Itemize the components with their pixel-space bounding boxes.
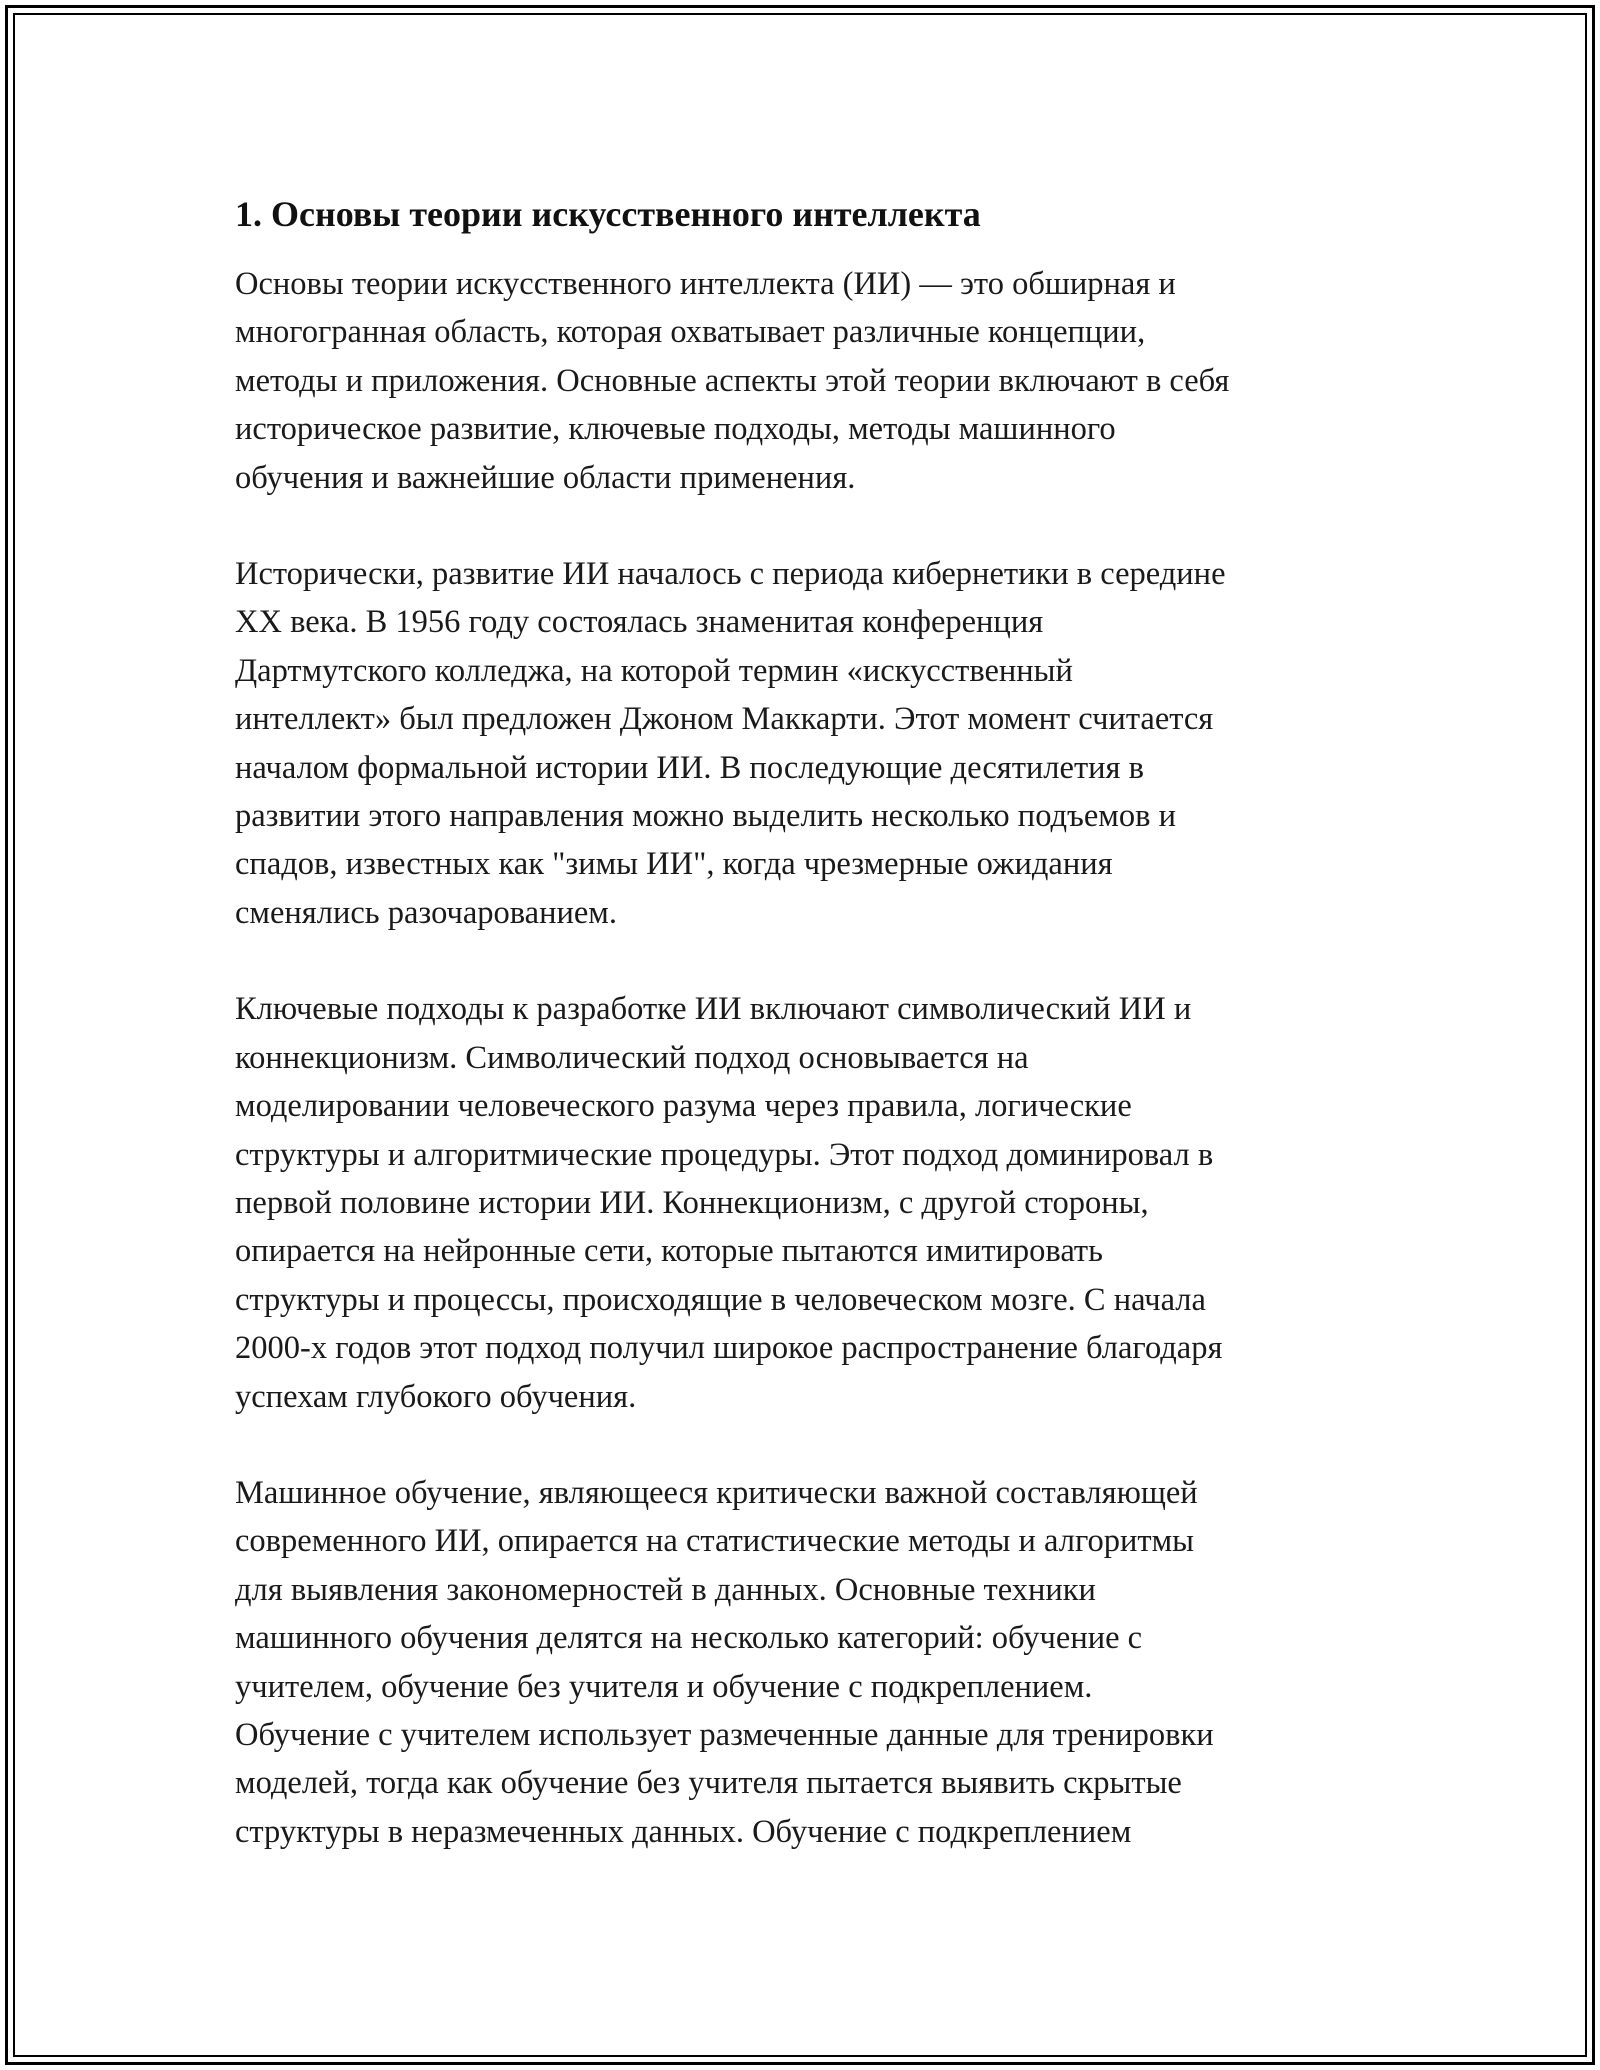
paragraph-line: методы и приложения. Основные аспекты этой теории включают в себя <box>235 362 1230 399</box>
paragraph-line: коннекционизм. Символический подход основывается на <box>235 1039 1029 1076</box>
paragraph-line: структуры и процессы, происходящие в человеческом мозге. С начала <box>235 1281 1206 1318</box>
paragraph-line: Обучение с учителем использует размеченные данные для тренировки <box>235 1716 1214 1753</box>
paragraph-approaches <box>235 985 1370 1421</box>
paragraph-line: для выявления закономерностей в данных. Основные техники <box>235 1571 1096 1608</box>
paragraph-line: сменялись разочарованием. <box>235 894 617 931</box>
paragraph-line: 2000-х годов этот подход получил широкое распространение благодаря <box>235 1330 1223 1367</box>
paragraph-history <box>235 550 1370 937</box>
paragraph-line: успехам глубокого обучения. <box>235 1378 637 1415</box>
paragraph-line: интеллект» был предложен Джоном Маккарти. Этот момент считается <box>235 701 1214 738</box>
paragraph-line: моделей, тогда как обучение без учителя пытается выявить скрытые <box>235 1765 1182 1802</box>
paragraph-line: Ключевые подходы к разработке ИИ включают символический ИИ и <box>235 991 1192 1028</box>
paragraph-line: началом формальной истории ИИ. В последующие десятилетия в <box>235 749 1144 786</box>
paragraph-line: первой половине истории ИИ. Коннекционизм, с другой стороны, <box>235 1184 1149 1221</box>
paragraph-line: Основы теории искусственного интеллекта (ИИ) — это обширная и <box>235 266 1176 302</box>
paragraph-line: учителем, обучение без учителя и обучение с подкреплением. <box>235 1668 1093 1705</box>
paragraph-line: Машинное обучение, являющееся критически важной составляющей <box>235 1474 1198 1511</box>
paragraph-line: Дартмутского колледжа, на которой термин «искусственный <box>235 652 1073 689</box>
paragraph-line: XX века. В 1956 году состоялась знаменитая конференция <box>235 604 1044 641</box>
paragraph-line: машинного обучения делятся на несколько категорий: обучение с <box>235 1620 1143 1657</box>
paragraph-line: структуры в неразмеченных данных. Обучение с подкреплением <box>235 1813 1132 1850</box>
paragraph-line: Исторически, развитие ИИ началось с периода кибернетики в середине <box>235 556 1226 593</box>
paragraph-line: спадов, известных как "зимы ИИ", когда чрезмерные ожидания <box>235 846 1113 883</box>
paragraph-line: историческое развитие, ключевые подходы, методы машинного <box>235 411 1116 448</box>
paragraph-line: структуры и алгоритмические процедуры. Этот подход доминировал в <box>235 1136 1214 1173</box>
paragraph-line: моделировании человеческого разума через правила, логические <box>235 1088 1132 1125</box>
section-heading: 1. Основы теории искусственного интеллекта <box>235 194 981 234</box>
paragraph-line: современного ИИ, опирается на статистические методы и алгоритмы <box>235 1523 1194 1560</box>
paragraph-machine-learning <box>235 1469 1370 1856</box>
paragraph-intro <box>235 260 1370 502</box>
paragraph-line: опирается на нейронные сети, которые пытаются имитировать <box>235 1233 1103 1270</box>
document-body <box>235 188 1370 1904</box>
paragraph-line: многогранная область, которая охватывает различные концепции, <box>235 314 1146 351</box>
paragraph-line: развитии этого направления можно выделить несколько подъемов и <box>235 798 1176 835</box>
paragraph-line: обучения и важнейшие области применения. <box>235 459 856 496</box>
